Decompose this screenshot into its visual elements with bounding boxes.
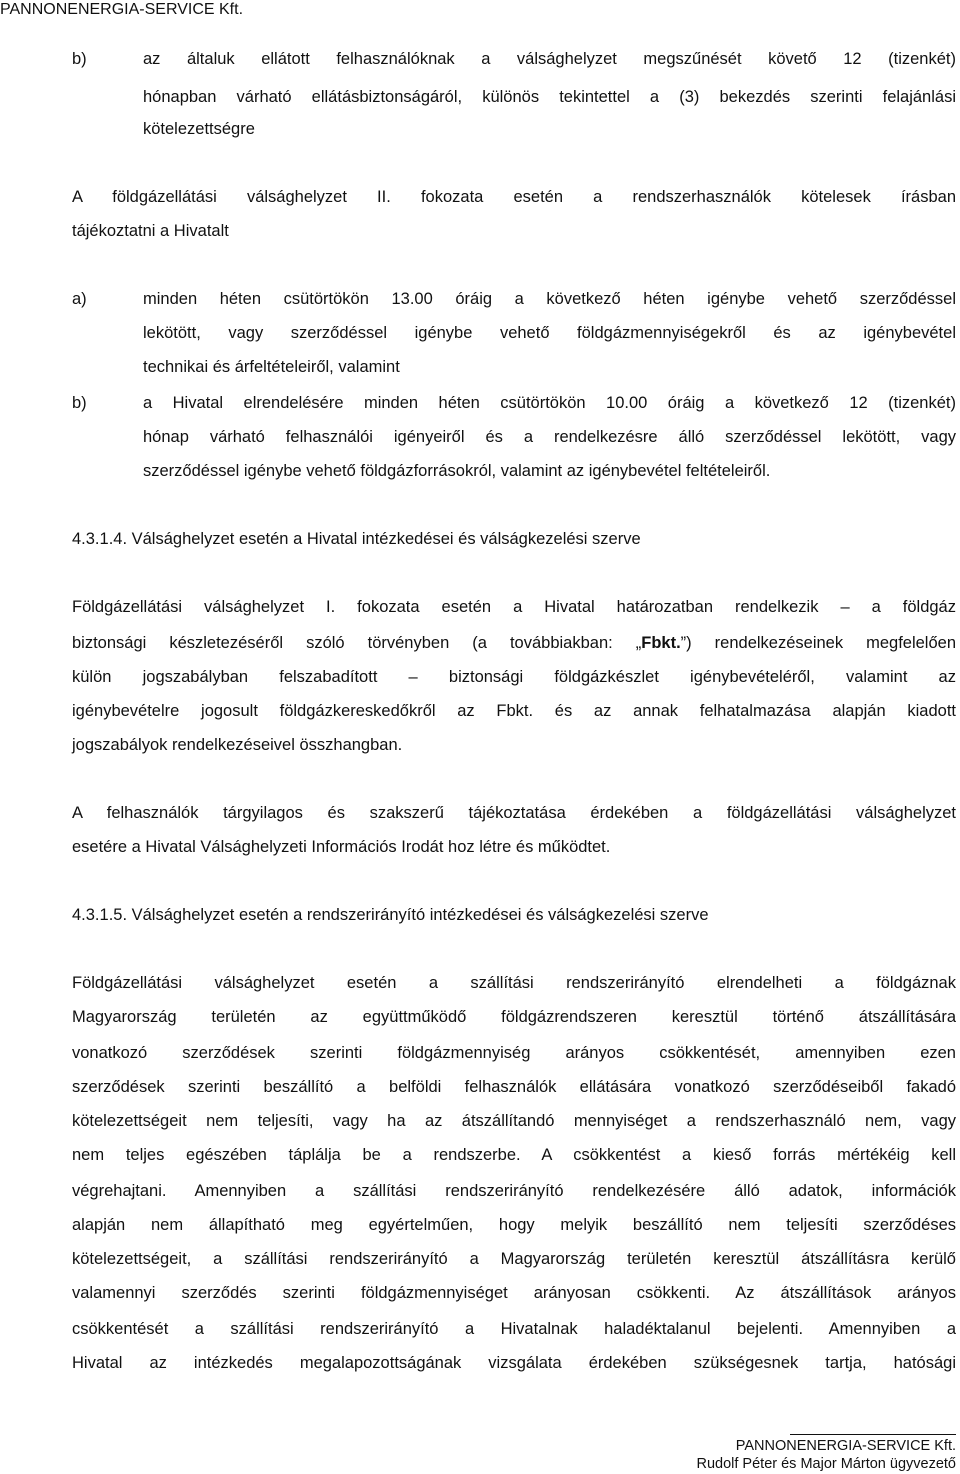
paragraph-line: csökkentését a szállítási rendszerirányító a Hivatalnak haladéktalanul bejelenti. Amennyiben a <box>72 1320 956 1338</box>
paragraph-line: A felhasználók tárgyilagos és szakszerű tájékoztatása érdekében a földgázellátási válsághelyzet <box>72 804 956 822</box>
paragraph-line: Hivatal az intézkedés megalapozottságának vizsgálata érdekében szükségesnek tartja, hatósági <box>72 1354 956 1372</box>
paragraph-line: A földgázellátási válsághelyzet II. fokozata esetén a rendszerhasználók kötelesek írásban <box>72 188 956 206</box>
list-label-b: b) <box>72 394 87 412</box>
list-item-line: minden héten csütörtökön 13.00 óráig a következő héten igénybe vehető szerződéssel <box>143 290 956 308</box>
paragraph-line: biztonsági készletezéséről szóló törvényben (a továbbiakban: „Fbkt.”) rendelkezéseinek megfelelően <box>72 634 956 652</box>
list-item-line: hónapban várható ellátásbiztonságáról, különös tekintettel a (3) bekezdés szerinti felajánlási <box>143 88 956 106</box>
list-item-line: szerződéssel igénybe vehető földgázforrásokról, valamint az igénybevétel feltételeiről. <box>143 462 771 480</box>
list-item-line: technikai és árfeltételeiről, valamint <box>143 358 400 376</box>
list-item-line: hónap várható felhasználói igényeiről és a rendelkezésre álló szerződéssel lekötött, vagy <box>143 428 956 446</box>
paragraph-line: külön jogszabályban felszabadított – biztonsági földgázkészlet igénybevételéről, valamint az <box>72 668 956 686</box>
paragraph-line: kötelezettségeit nem teljesíti, vagy ha az átszállítandó mennyiséget a rendszerhasználó nem, vagy <box>72 1112 956 1130</box>
paragraph-line: vonatkozó szerződések szerinti földgázmennyiség arányos csökkentését, amennyiben ezen <box>72 1044 956 1062</box>
paragraph-line: Magyarország területén az együttműködő földgázrendszeren keresztül történő átszállítására <box>72 1008 956 1026</box>
paragraph-line: végrehajtani. Amennyiben a szállítási rendszerirányító rendelkezésére álló adatok, információk <box>72 1182 956 1200</box>
list-item-line: az általuk ellátott felhasználóknak a válsághelyzet megszűnését követő 12 (tizenkét) <box>143 50 956 68</box>
paragraph-line: szerződések szerinti beszállító a belföldi felhasználók ellátására vonatkozó szerződéseiből fakadó <box>72 1078 956 1096</box>
paragraph-line: Földgázellátási válsághelyzet esetén a szállítási rendszerirányító elrendelheti a földgáznak <box>72 974 956 992</box>
paragraph-line: tájékoztatni a Hivatalt <box>72 222 229 240</box>
footer-company: PANNONENERGIA-SERVICE Kft. <box>735 1438 956 1454</box>
paragraph-line: jogszabályok rendelkezéseivel összhangban. <box>72 736 403 754</box>
list-label-a: a) <box>72 290 87 308</box>
list-item-line: lekötött, vagy szerződéssel igénybe vehető földgázmennyiségekről és az igénybevétel <box>143 324 956 342</box>
list-item-line: kötelezettségre <box>143 120 255 138</box>
section-heading: 4.3.1.4. Válsághelyzet esetén a Hivatal intézkedései és válságkezelési szerve <box>72 530 641 548</box>
footer-rule <box>790 1434 956 1435</box>
paragraph-line: kötelezettségeit, a szállítási rendszerirányító a Magyarország területén keresztül átszállításra kerülő <box>72 1250 956 1268</box>
fbkt-abbreviation: Fbkt. <box>641 634 681 652</box>
footer-authors: Rudolf Péter és Major Márton ügyvezető <box>696 1456 956 1472</box>
section-heading: 4.3.1.5. Válsághelyzet esetén a rendszerirányító intézkedései és válságkezelési szerve <box>72 906 709 924</box>
list-label-b: b) <box>72 50 87 68</box>
paragraph-line: valamennyi szerződés szerinti földgázmennyiséget arányosan csökkenti. Az átszállítások arányos <box>72 1284 956 1302</box>
list-item-line: a Hivatal elrendelésére minden héten csütörtökön 10.00 óráig a következő 12 (tizenkét) <box>143 394 956 412</box>
paragraph-line: alapján nem állapítható meg egyértelműen, hogy melyik beszállító nem teljesíti szerződéses <box>72 1216 956 1234</box>
paragraph-line: Földgázellátási válsághelyzet I. fokozata esetén a Hivatal határozatban rendelkezik – a földgáz <box>72 598 956 616</box>
page-header-company: PANNONENERGIA-SERVICE Kft. <box>0 1 244 18</box>
paragraph-line: igénybevételre jogosult földgázkereskedőkről az Fbkt. és az annak felhatalmazása alapján kiadott <box>72 702 956 720</box>
paragraph-line: esetére a Hivatal Válsághelyzeti Információs Irodát hoz létre és működtet. <box>72 838 611 856</box>
paragraph-line: nem teljes egészében táplálja be a rendszerbe. A csökkentést a kieső forrás mértékéig kell <box>72 1146 956 1164</box>
